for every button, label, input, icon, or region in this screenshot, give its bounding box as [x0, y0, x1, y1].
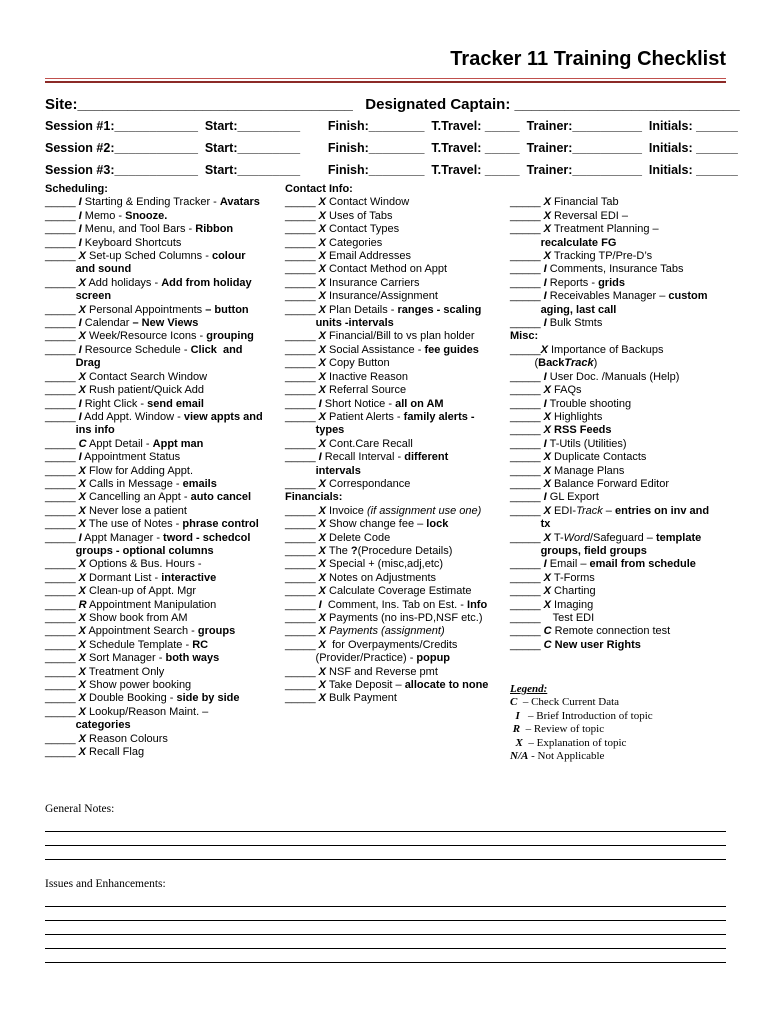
- checklist-item[interactable]: _____ I Receivables Manager – custom: [510, 290, 708, 303]
- checklist-item[interactable]: _____ X Calculate Coverage Estimate: [285, 585, 472, 598]
- checklist-item[interactable]: _____ X Clean-up of Appt. Mgr: [45, 585, 197, 598]
- checklist-item: [510, 183, 709, 196]
- checklist-item[interactable]: _____ X Copy Button: [285, 357, 390, 370]
- checklist-item[interactable]: _____ I GL Export: [510, 491, 599, 504]
- checklist-item[interactable]: _____ X Social Assistance - fee guides: [285, 343, 479, 356]
- checklist-item[interactable]: _____ X Tracking TP/Pre-D’s: [510, 250, 653, 263]
- checklist-item[interactable]: _____ X Cont.Care Recall: [285, 437, 413, 450]
- issues-line-2[interactable]: [45, 920, 726, 921]
- checklist-item[interactable]: _____ X Recall Flag: [45, 746, 145, 759]
- checklist-item[interactable]: _____ X Email Addresses: [285, 250, 411, 263]
- checklist-item: Contact Info:: [285, 183, 353, 195]
- checklist-item[interactable]: _____X Importance of Backups: [510, 343, 664, 356]
- checklist-item[interactable]: _____ X Balance Forward Editor: [510, 477, 669, 490]
- checklist-item[interactable]: _____ I Right Click - send email: [45, 397, 204, 410]
- checklist-item[interactable]: _____ X Treatment Only: [45, 665, 165, 678]
- checklist-item[interactable]: _____ X Categories: [285, 236, 383, 249]
- checklist-item[interactable]: _____ X Cancelling an Appt - auto cancel: [45, 491, 252, 504]
- checklist-item[interactable]: _____ X Flow for Adding Appt.: [45, 464, 194, 477]
- checklist-item: intervals: [315, 464, 361, 477]
- checklist-item[interactable]: _____ I Short Notice - all on AM: [285, 397, 444, 410]
- checklist-item[interactable]: _____ X Sort Manager - both ways: [45, 652, 220, 665]
- checklist-item[interactable]: _____ X T-Forms: [510, 571, 595, 584]
- checklist-item[interactable]: _____ X Financial Tab: [510, 196, 619, 209]
- checklist-item: Misc:: [510, 330, 539, 343]
- checklist-item: tx: [540, 518, 551, 531]
- checklist-item[interactable]: _____ C New user Rights: [510, 638, 641, 651]
- checklist-item[interactable]: _____ X Bulk Payment: [285, 692, 397, 705]
- checklist-item[interactable]: _____ X Reversal EDI –: [510, 209, 629, 222]
- checklist-item[interactable]: _____ X Contact Types: [285, 223, 400, 236]
- checklist-item[interactable]: _____ I Menu, and Tool Bars - Ribbon: [45, 223, 234, 236]
- checklist-item[interactable]: _____ I Email – email from schedule: [510, 558, 696, 571]
- checklist-item[interactable]: _____ X EDI-Track – entries on inv and: [510, 504, 710, 517]
- checklist-item[interactable]: _____ X T-Word/Safeguard – template: [510, 531, 702, 544]
- checklist-item[interactable]: _____ I Resource Schedule - Click and: [45, 343, 243, 356]
- checklist-item[interactable]: _____ I Appt Manager - tword - schedcol: [45, 531, 251, 544]
- checklist-item[interactable]: _____ X Calls in Message - emails: [45, 477, 217, 490]
- title-rule: [45, 78, 726, 79]
- checklist-item[interactable]: _____ X Insurance/Assignment: [285, 290, 438, 303]
- checklist-item[interactable]: _____ I Calendar – New Views: [45, 317, 199, 330]
- checklist-item[interactable]: _____ I Comment, Ins. Tab on Est. - Info: [285, 598, 488, 611]
- checklist-item[interactable]: _____ I Reports - grids: [510, 276, 625, 289]
- checklist-item: (Provider/Practice) - popup: [285, 652, 451, 665]
- issues-line-4[interactable]: [45, 948, 726, 949]
- session-2-line[interactable]: Session #2:____________ Start:_________ Finish:________ T.Travel: _____ Trainer:__________ Initials: ______: [45, 141, 738, 155]
- checklist-item[interactable]: _____ X for Overpayments/Credits: [285, 638, 458, 651]
- checklist-item[interactable]: _____ X Treatment Planning –: [510, 223, 659, 236]
- checklist-item[interactable]: _____ X Reason Colours: [45, 732, 168, 745]
- checklist-item: Drag: [75, 357, 101, 370]
- checklist-item[interactable]: _____ X Referral Source: [285, 384, 407, 397]
- checklist-item[interactable]: _____ X Correspondance: [285, 477, 411, 490]
- checklist-item[interactable]: _____ I Keyboard Shortcuts: [45, 236, 182, 249]
- checklist-item[interactable]: _____ X Invoice (if assignment use one): [285, 504, 482, 517]
- checklist-item: types: [315, 424, 345, 437]
- checklist-item[interactable]: _____ X Add holidays - Add from holiday: [45, 276, 252, 289]
- checklist-item[interactable]: _____ X Double Booking - side by side: [45, 692, 240, 705]
- checklist-item[interactable]: _____ C Appt Detail - Appt man: [45, 437, 204, 450]
- financials-misc-column: [510, 183, 709, 652]
- contact-financials-column: [285, 183, 488, 706]
- issues-line-5[interactable]: [45, 962, 726, 963]
- general-notes-label: General Notes:: [45, 803, 115, 815]
- checklist-item[interactable]: _____ X Special + (misc,adj,etc): [285, 558, 444, 571]
- general-notes-line-3[interactable]: [45, 859, 726, 860]
- checklist-item[interactable]: _____ X RSS Feeds: [510, 424, 612, 437]
- title-rule-thick: [45, 81, 726, 83]
- checklist-item: units -intervals: [315, 317, 394, 330]
- checklist-item[interactable]: _____ X Imaging: [510, 598, 594, 611]
- checklist-item[interactable]: _____ X Plan Details - ranges - scaling: [285, 303, 482, 316]
- checklist-item: and sound: [75, 263, 132, 276]
- checklist-item[interactable]: _____ I Starting & Ending Tracker - Avatars: [45, 196, 260, 209]
- checklist-item[interactable]: _____ I Bulk Stmts: [510, 317, 603, 330]
- legend-item: N/A - Not Applicable: [510, 750, 605, 763]
- checklist-item[interactable]: _____ I Comments, Insurance Tabs: [510, 263, 684, 276]
- checklist-item[interactable]: _____ X Set-up Sched Columns - colour: [45, 250, 246, 263]
- legend-item: C – Check Current Data: [510, 696, 620, 709]
- checklist-item[interactable]: _____ X Show change fee – lock: [285, 518, 449, 531]
- checklist-item[interactable]: _____ X Take Deposit – allocate to none: [285, 679, 489, 692]
- session-1-line[interactable]: Session #1:____________ Start:_________ Finish:________ T.Travel: _____ Trainer:__________ Initials: ______: [45, 119, 738, 133]
- checklist-item[interactable]: _____ X Personal Appointments – button: [45, 303, 249, 316]
- session-3-line[interactable]: Session #3:____________ Start:_________ Finish:________ T.Travel: _____ Trainer:__________ Initials: ______: [45, 163, 738, 177]
- checklist-item[interactable]: _____ X Schedule Template - RC: [45, 638, 209, 651]
- checklist-item: Financials:: [285, 491, 343, 504]
- checklist-item[interactable]: _____ Test EDI: [510, 612, 595, 624]
- checklist-item: Scheduling:: [45, 183, 108, 195]
- checklist-item[interactable]: _____ X Show power booking: [45, 679, 192, 692]
- checklist-item[interactable]: _____ I Add Appt. Window - view appts and: [45, 410, 263, 423]
- page-title: Tracker 11 Training Checklist: [450, 48, 726, 70]
- checklist-item[interactable]: _____ I Recall Interval - different: [285, 451, 449, 464]
- legend-item: R – Review of topic: [512, 723, 605, 736]
- checklist-item[interactable]: _____ X Contact Window: [285, 196, 410, 209]
- checklist-item[interactable]: _____ X Lookup/Reason Maint. –: [45, 705, 209, 718]
- checklist-item[interactable]: _____ I T-Utils (Utilities): [510, 437, 627, 450]
- scheduling-column: [45, 183, 263, 759]
- legend: [510, 683, 653, 763]
- general-notes-line-1[interactable]: [45, 831, 726, 832]
- checklist-item[interactable]: _____ I Appointment Status: [45, 451, 181, 464]
- checklist-item[interactable]: _____ X The use of Notes - phrase control: [45, 518, 259, 531]
- checklist-item[interactable]: _____ X Appointment Search - groups: [45, 625, 236, 638]
- checklist-item[interactable]: _____ X FAQs: [510, 384, 582, 397]
- checklist-item[interactable]: _____ X Uses of Tabs: [285, 209, 393, 222]
- issues-line-1[interactable]: [45, 906, 726, 907]
- checklist-item[interactable]: _____ I User Doc. /Manuals (Help): [510, 370, 680, 383]
- issues-line-3[interactable]: [45, 934, 726, 935]
- checklist-item[interactable]: _____ X Duplicate Contacts: [510, 451, 647, 464]
- checklist-item: aging, last call: [540, 303, 617, 316]
- checklist-item: groups - optional columns: [75, 544, 214, 557]
- legend-title: Legend:: [510, 683, 548, 695]
- legend-item: X – Explanation of topic: [515, 736, 627, 749]
- checklist-item: (BackTrack): [510, 357, 598, 370]
- checklist-item[interactable]: _____ I Trouble shooting: [510, 397, 632, 410]
- checklist-item[interactable]: _____ C Remote connection test: [510, 625, 671, 638]
- general-notes-line-2[interactable]: [45, 845, 726, 846]
- legend-item: I – Brief Introduction of topic: [515, 709, 653, 722]
- checklist-item[interactable]: _____ X Contact Method on Appt: [285, 263, 448, 276]
- checklist-item[interactable]: _____ X Notes on Adjustments: [285, 571, 437, 584]
- checklist-item[interactable]: _____ X Delete Code: [285, 531, 391, 544]
- checklist-item[interactable]: _____ X Payments (no ins-PD,NSF etc.): [285, 612, 483, 624]
- checklist-item[interactable]: _____ X Contact Search Window: [45, 370, 208, 383]
- checklist-item[interactable]: _____ X Financial/Bill to vs plan holder: [285, 330, 475, 343]
- checklist-item: categories: [75, 719, 131, 732]
- checklist-item[interactable]: _____ X The ?(Procedure Details): [285, 544, 453, 557]
- checklist-item[interactable]: _____ X Options & Bus. Hours -: [45, 558, 202, 571]
- checklist-item[interactable]: _____ X Highlights: [510, 410, 603, 423]
- checklist-item: groups, field groups: [540, 544, 647, 557]
- checklist-item[interactable]: _____ X NSF and Reverse pmt: [285, 665, 438, 678]
- checklist-item[interactable]: _____ X Dormant List - interactive: [45, 571, 217, 584]
- site-captain-line[interactable]: Site:_________________________________ Designated Captain: ___________________________: [45, 96, 740, 113]
- issues-enhancements-label: Issues and Enhancements:: [45, 878, 166, 890]
- checklist-item[interactable]: _____ R Appointment Manipulation: [45, 598, 217, 611]
- checklist-item[interactable]: _____ I Memo - Snooze.: [45, 209, 168, 222]
- checklist-item[interactable]: _____ X Payments (assignment): [285, 625, 445, 638]
- checklist-item[interactable]: _____ X Rush patient/Quick Add: [45, 384, 205, 397]
- checklist-item[interactable]: _____ X Manage Plans: [510, 464, 625, 477]
- checklist-item[interactable]: _____ X Patient Alerts - family alerts -: [285, 410, 475, 423]
- checklist-item: ins info: [75, 424, 115, 437]
- checklist-item: recalculate FG: [540, 236, 617, 249]
- checklist-item[interactable]: _____ X Insurance Carriers: [285, 276, 420, 289]
- checklist-item[interactable]: _____ X Week/Resource Icons - grouping: [45, 330, 254, 343]
- checklist-item: screen: [75, 290, 112, 303]
- checklist-item[interactable]: _____ X Never lose a patient: [45, 504, 187, 517]
- legend-items: [510, 696, 653, 763]
- checklist-item[interactable]: _____ X Show book from AM: [45, 612, 188, 624]
- checklist-item[interactable]: _____ X Charting: [510, 585, 596, 598]
- checklist-item[interactable]: _____ X Inactive Reason: [285, 370, 408, 383]
